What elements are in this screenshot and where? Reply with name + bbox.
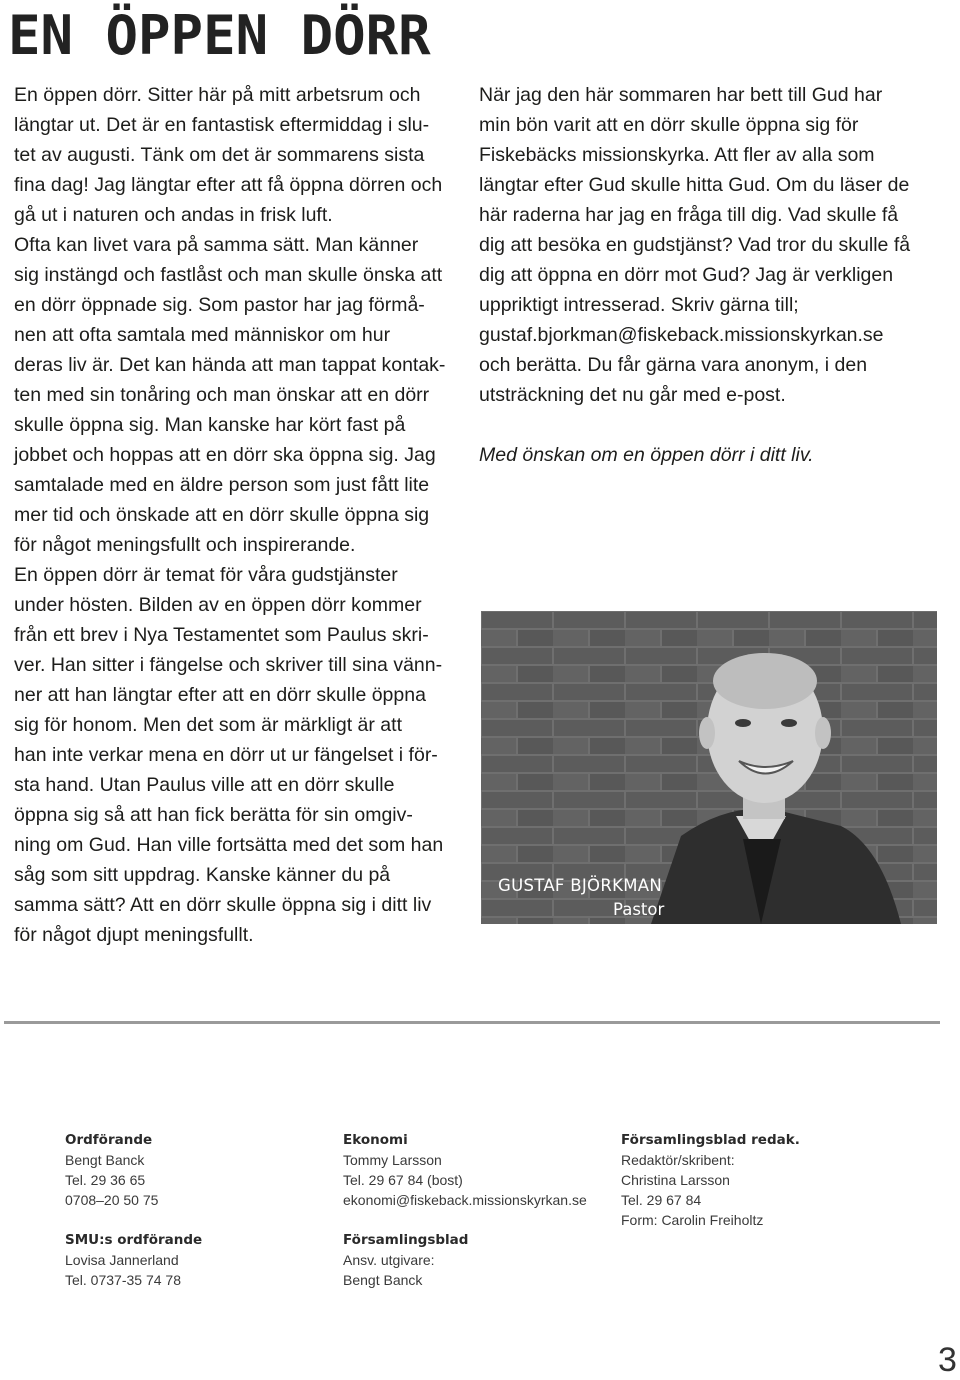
article-paragraph: En öppen dörr. Sitter här på mitt arbetsrum och längtar ut. Det är en fantastisk eftermiddag i slu- tet av augusti. Tänk om det är sommarens sista fina dag! Jag längtar efter att få öppna dörren och gå ut i naturen och andas in frisk luft. [14,84,443,226]
contact-line: 0708–20 50 75 [65,1192,159,1208]
contact-email[interactable]: ekonomi@fiskeback.missionskyrkan.se [343,1192,587,1208]
contact-line: Form: Carolin Freiholtz [621,1212,764,1228]
contact-line: Redaktör/skribent: [621,1152,735,1168]
contact-line: Ansv. utgivare: [343,1252,435,1268]
contact-heading: SMU:s ordförande [65,1232,203,1248]
article-left-column [14,80,454,950]
contact-line: Christina Larsson [621,1172,730,1188]
contact-line: Tel. 29 67 84 [621,1192,702,1208]
article-paragraph: En öppen dörr är temat för våra gudstjänster under hösten. Bilden av en öppen dörr kommer från ett brev i Nya Testamentet som Paulus skri- ver. Han sitter i fängelse och skriver till sina vänn- ner att han längtar efter att en dörr skulle öppna sig för honom. Men det som är märkligt är att han inte verkar mena en dörr ut ur fängelset i för- sta hand. Utan Paulus ville att en dörr skulle öppna sig så att han fick berätta för sin omgiv- ning om Gud. Han ville fortsätta med det som han såg som sitt uppdrag. Kanske känner du på samma sätt? Att en dörr skulle öppna sig i ditt liv för något djupt meningsfullt. [14,564,444,946]
article-title: EN ÖPPEN DÖRR [8,4,431,67]
contact-line: Tel. 29 36 65 [65,1172,146,1188]
photo-caption-name: GUSTAF BJÖRKMAN [498,876,662,895]
closing-line: Med önskan om en öppen dörr i ditt liv. [479,444,814,466]
contact-line: Bengt Banck [65,1152,145,1168]
photo-caption-role: Pastor [613,900,665,919]
footer-contact-column [343,1130,587,1290]
article-right-column [479,80,939,470]
contact-line: Bengt Banck [343,1272,423,1288]
contact-heading: Församlingsblad [343,1232,469,1248]
contact-line: Tel. 29 67 84 (bost) [343,1172,463,1188]
article-paragraph: När jag den här sommaren har bett till Gud har min bön varit att en dörr skulle öppna sig för Fiskebäcks missionskyrka. Att fler av alla som längtar efter Gud skulle hitta Gud. Om du läser de här raderna har jag en fråga till dig. Vad skulle få dig att besöka en gudstjänst? Vad tror du skulle få dig att öppna en dörr mot Gud? Jag är verkligen uppriktigt intresserad. Skriv gärna till; gustaf.bjorkman@fiskeback.missionskyrkan.se och berätta. Du får gärna vara anonym, i den utsträckning det nu går med e-post. [479,84,911,406]
contact-heading: Församlingsblad redak. [621,1132,800,1148]
footer-contact-column [621,1130,800,1230]
page-number: 3 [938,1341,957,1379]
contact-line: Lovisa Jannerland [65,1252,179,1268]
contact-heading: Ordförande [65,1132,153,1148]
contact-line: Tel. 0737-35 74 78 [65,1272,181,1288]
contact-heading: Ekonomi [343,1132,408,1148]
section-divider [4,1021,940,1024]
article-paragraph: Ofta kan livet vara på samma sätt. Man känner sig instängd och fastlåst och man skulle önska att en dörr öppnade sig. Som pastor har jag förmå- nen att ofta samtala med människor om hur deras liv är. Det kan hända att man tappat kontak- ten med sin tonåring och man önskar att en dörr skulle öppna sig. Man kanske har kört fast på jobbet och hoppas att en dörr ska öppna sig. Jag samtalade med en äldre person som just fått lite mer tid och önskade att en dörr skulle öppna sig för något meningsfullt och inspirerande. [14,234,446,556]
contact-line: Tommy Larsson [343,1152,442,1168]
footer-contact-column [65,1130,202,1290]
